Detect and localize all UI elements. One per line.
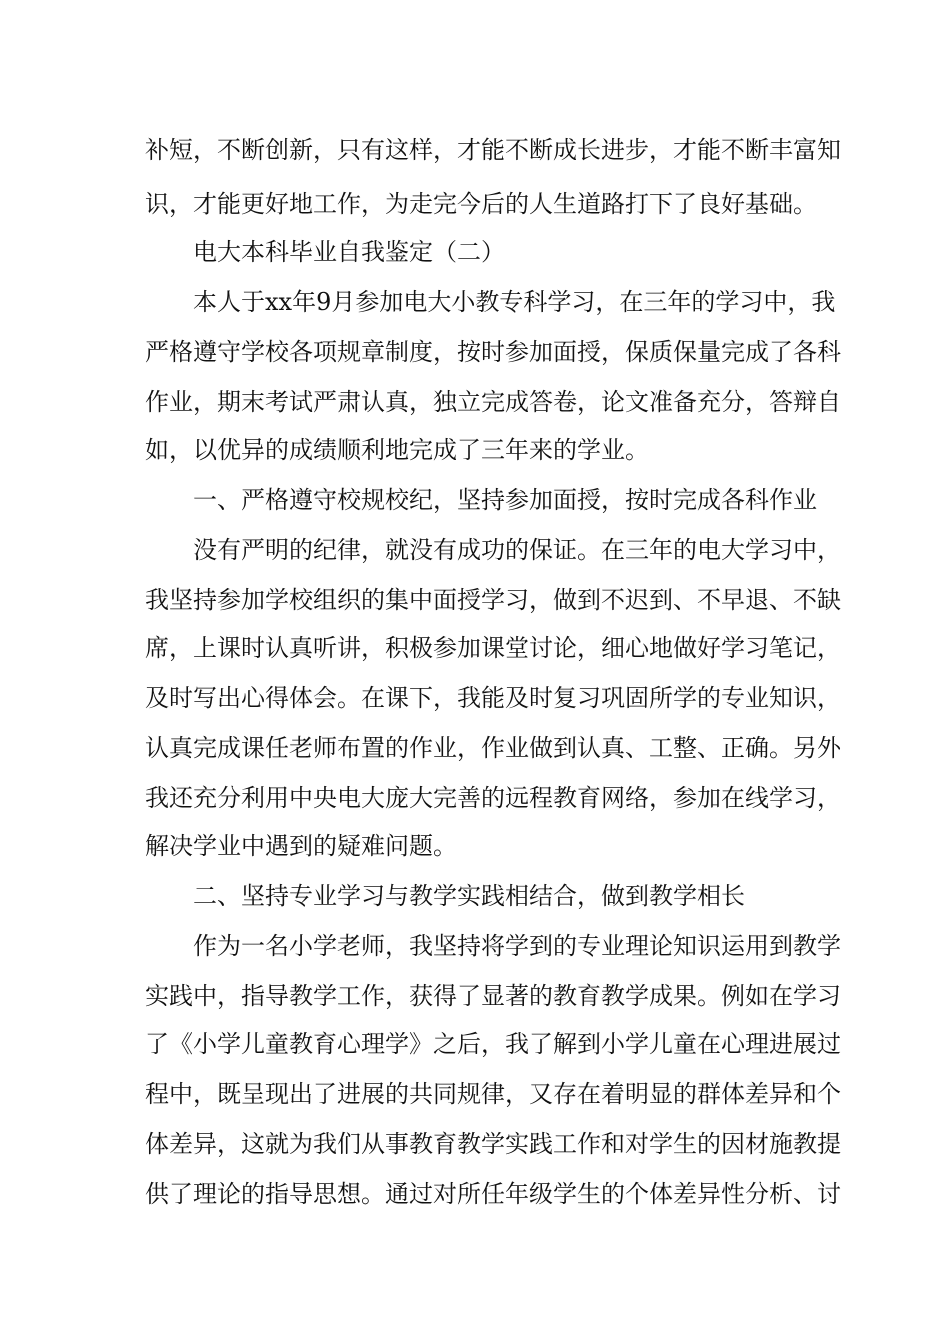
section-heading: 二、坚持专业学习与教学实践相结合，做到教学相长 (193, 882, 745, 910)
text-line: 实践中，指导教学工作，获得了显著的教育教学成果。例如在学习 (145, 982, 841, 1010)
text-line: 作业，期末考试严肃认真，独立完成答卷，论文准备充分，答辩自 (145, 388, 841, 416)
section-heading: 一、严格遵守校规校纪，坚持参加面授，按时完成各科作业 (193, 486, 817, 514)
text-line: 解决学业中遇到的疑难问题。 (145, 832, 457, 860)
text-line: 识，才能更好地工作，为走完今后的人生道路打下了良好基础。 (145, 190, 817, 218)
text-line: 补短，不断创新，只有这样，才能不断成长进步，才能不断丰富知 (145, 136, 841, 164)
text-line: 我坚持参加学校组织的集中面授学习，做到不迟到、不早退、不缺 (145, 586, 841, 614)
text-line: 如，以优异的成绩顺利地完成了三年来的学业。 (145, 436, 649, 464)
section-heading: 电大本科毕业自我鉴定（二） (193, 238, 505, 266)
text-line: 严格遵守学校各项规章制度，按时参加面授，保质保量完成了各科 (145, 338, 841, 366)
text-line: 席，上课时认真听讲，积极参加课堂讨论，细心地做好学习笔记， (145, 634, 841, 662)
text-line: 程中，既呈现出了进展的共同规律，又存在着明显的群体差异和个 (145, 1080, 841, 1108)
paragraph-first-line: 作为一名小学老师，我坚持将学到的专业理论知识运用到教学 (193, 932, 841, 960)
text-line: 了《小学儿童教育心理学》之后，我了解到小学儿童在心理进展过 (145, 1030, 841, 1058)
text-line: 我还充分利用中央电大庞大完善的远程教育网络，参加在线学习， (145, 784, 841, 812)
paragraph-first-line: 没有严明的纪律，就没有成功的保证。在三年的电大学习中， (193, 536, 841, 564)
text-line: 供了理论的指导思想。通过对所任年级学生的个体差异性分析、讨 (145, 1180, 841, 1208)
paragraph-first-line: 本人于xx年9月参加电大小教专科学习，在三年的学习中，我 (193, 288, 836, 316)
text-line: 认真完成课任老师布置的作业，作业做到认真、工整、正确。另外 (145, 734, 841, 762)
text-line: 体差异，这就为我们从事教育教学实践工作和对学生的因材施教提 (145, 1130, 841, 1158)
text-line: 及时写出心得体会。在课下，我能及时复习巩固所学的专业知识， (145, 684, 841, 712)
